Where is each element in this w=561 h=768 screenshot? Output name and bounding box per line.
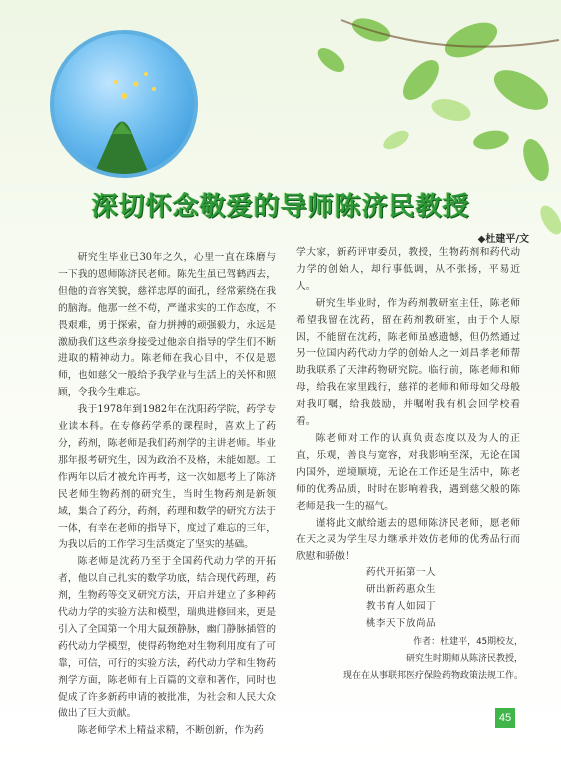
paragraph: 研究生毕业已30年之久，心里一直在珠磨与一下我的恩师陈济民老师。陈先生虽已驾鹤西去，但他的音容笑貌，慈祥忠厚的面孔，经常萦绕在我的脑海。他那一丝不苟，严谨求实的工作态度，不畏艰难，勇于探索，奋力拼搏的顽强毅力，永远是激励我们这些亲身接受过他亲自指导的学生们不断进取的精神动力。陈老师在我心目中，不仅是恩师，也如慈父一般给予我学业与生活上的关怀和照顾，令我今生难忘。	[58, 252, 276, 399]
author-line: 作者：杜建平，45期校友，	[413, 637, 523, 647]
sky-cliff-photo	[50, 30, 198, 178]
article-title: 深切怀念敬爱的导师陈济民教授	[91, 192, 470, 222]
paragraph: 学大家，新药评审委员，教授，生物药剂和药代动力学的创始人，却行事低调，从不张扬，平易近人。	[296, 247, 520, 292]
paragraph: 陈老师是沈药乃至于全国药代动力学的开拓者，他以自己扎实的数学功底，结合现代药理，药剂，生物药等交叉研究方法，开启并建立了多种药代动力学的实验方法和模型，瑞典进修回来，更是引入了全国第一个用大鼠颈静脉，幽门静脉插管的药代动力学模型，使得药物绝对生物利用度有了可靠，可信，可行的实验方法，药代动力学和生物药剂学方面，陈老师有上百篇的文章和著作，同时也促成了许多新药申请的被批准，为社会和人民大众做出了巨大贡献。	[58, 556, 276, 720]
paragraph: 研究生毕业时，作为药剂教研室主任，陈老师希望我留在沈药，留在药剂教研室，由于个人原因，不能留在沈药，陈老师虽感遗憾，但仍然通过另一位国内药代动力学的创始人之一刘昌孝老师帮助我联系了天津药物研究院。临行前，陈老师和师母，给我在家里践行，慈祥的老师和师母如父母般对我叮嘱，给我鼓励，并嘱咐我有机会回学校看看。	[296, 297, 520, 428]
left-column	[58, 250, 276, 740]
tribute-poem	[366, 564, 436, 632]
author-line: 研究生时期师从陈济民教授，	[405, 654, 523, 664]
paragraph: 陈老师对工作的认真负责态度以及为人的正直，乐观，善良与宽容，对我影响至深，无论在国内国外，逆境顺境，无论在工作还是生活中，陈老师的优秀品质，时时在影响着我，遇到慈父般的陈老师是我一生的福气。	[296, 432, 520, 512]
poem-line: 研出新药惠众生	[366, 584, 437, 595]
poem-line: 药代开拓第一人	[366, 567, 437, 578]
poem-line: 教书育人如园丁	[366, 601, 437, 612]
paragraph: 谨将此文献给逝去的恩师陈济民老师，愿老师在天之灵为学生尽力继承并效仿老师的优秀品行而欣慰和骄傲！	[296, 517, 520, 563]
author-note	[293, 634, 523, 685]
paragraph: 我于1978年到1982年在沈阳药学院，药学专业读本科。在专修药学系的课程时，喜欢上了药分，药剂，陈老师是我们药剂学的主讲老师。毕业那年报考研究生，因为政治不及格，未能如愿。工作两年以后才被允许再考，这一次如愿考上了陈济民老师生物药剂的研究生，当时生物药剂是新领域，集合了药分，药剂，药理和数学的研究方法于一体，有幸在老师的指导下，度过了难忘的三年，为我以后的工作学习生活奠定了坚实的基础。	[58, 404, 276, 551]
right-column	[296, 245, 520, 566]
paragraph: 陈老师学术上精益求精，不断创新，作为药	[77, 725, 264, 737]
author-line: 现在在从事联邦医疗保险药物政策法规工作。	[342, 671, 523, 681]
page-number: 45	[495, 708, 515, 728]
article-byline: ◆杜建平/文	[477, 234, 529, 245]
poem-line: 桃李天下放尚品	[366, 618, 437, 629]
